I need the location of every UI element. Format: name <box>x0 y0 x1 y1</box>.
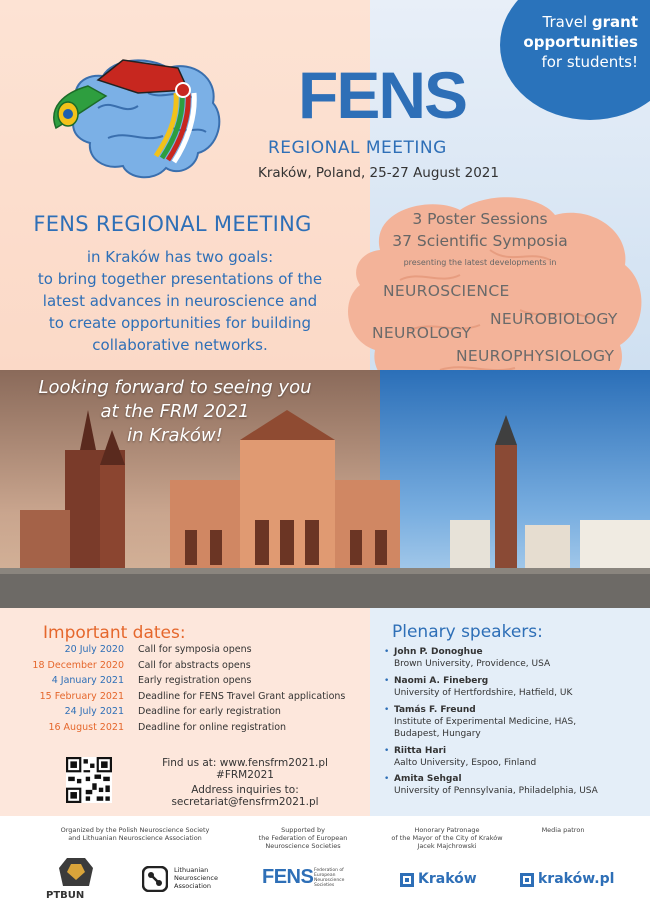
hashtag: #FRM2021 <box>216 769 274 781</box>
fens-footer-logo: FENS Federation of European Neuroscience Societies <box>262 866 345 888</box>
bullet-icon: • <box>384 746 390 756</box>
date-event: Deadline for FENS Travel Grant applications <box>138 690 346 702</box>
lna-logo: Lithuanian Neuroscience Association <box>142 864 242 900</box>
address-label: Address inquiries to: <box>191 784 299 796</box>
speaker-name: John P. Donoghue <box>394 647 483 657</box>
goals-text: in Kraków has two goals: to bring together presentations of the latest advances in neuroscience and to create opportunities for building collaborative networks. <box>37 248 323 354</box>
email-link[interactable]: secretariat@fensfrm2021.pl <box>171 796 319 808</box>
speaker-name: Riitta Hari <box>394 746 447 756</box>
topic-neurology: NEUROLOGY <box>372 324 472 342</box>
date-value: 4 January 2021 <box>51 675 124 686</box>
bullet-icon: • <box>384 774 390 784</box>
date-value: 18 December 2020 <box>32 659 124 671</box>
speaker-affiliation: Brown University, Providence, USA <box>394 659 551 669</box>
presenting-caption: presenting the latest developments in <box>403 258 557 267</box>
date-value: 20 July 2020 <box>64 644 124 655</box>
krakow-pl-emblem-icon <box>520 873 534 887</box>
speaker-item <box>384 745 634 775</box>
date-value: 16 August 2021 <box>48 721 124 733</box>
speaker-affiliation-2: Budapest, Hungary <box>394 729 481 739</box>
regional-meeting-subtitle: REGIONAL MEETING <box>268 138 447 158</box>
topic-neuroscience: NEUROSCIENCE <box>383 282 510 300</box>
speaker-item <box>384 646 634 676</box>
date-row <box>0 722 370 736</box>
ptbun-emblem-icon <box>59 858 93 888</box>
speaker-name: Amita Sehgal <box>394 774 462 784</box>
bullet-icon: • <box>384 676 390 686</box>
date-row <box>0 644 370 658</box>
speaker-item <box>384 704 634 739</box>
krakow-emblem-icon <box>400 873 414 887</box>
speaker-name: Naomi A. Fineberg <box>394 676 489 686</box>
location-dates: Kraków, Poland, 25-27 August 2021 <box>258 165 499 181</box>
date-event: Deadline for early registration <box>138 706 281 717</box>
lna-emblem-icon <box>142 866 168 892</box>
speaker-affiliation: University of Hertfordshire, Hatfield, UK <box>394 688 573 698</box>
date-row <box>0 675 370 689</box>
program-counts: 3 Poster Sessions 37 Scientific Symposia <box>392 210 568 250</box>
website-link[interactable]: Find us at: www.fensfrm2021.pl <box>162 757 328 769</box>
krakow-pl-logo: kraków.pl <box>520 870 630 892</box>
speaker-name: Tamás F. Freund <box>394 705 476 715</box>
date-value: 24 July 2021 <box>64 706 124 717</box>
speaker-affiliation: Aalto University, Espoo, Finland <box>394 758 537 768</box>
organized-by-text: Organized by the Polish Neuroscience Society and Lithuanian Neuroscience Association <box>60 826 210 842</box>
date-row <box>0 660 370 674</box>
speaker-item <box>384 773 634 803</box>
speaker-item <box>384 675 634 705</box>
contact-info <box>140 757 350 808</box>
bullet-icon: • <box>384 647 390 657</box>
qr-code <box>66 757 112 803</box>
date-value: 15 February 2021 <box>39 690 124 702</box>
speaker-affiliation: University of Pennsylvania, Philadelphia, USA <box>394 786 598 796</box>
honorary-patronage-text: Honorary Patronage of the Mayor of the City of Kraków Jacek Majchrowski <box>391 826 503 850</box>
date-event: Call for symposia opens <box>138 644 252 655</box>
meeting-logo <box>28 38 228 188</box>
travel-grant-text: Travel grant opportunities for students! <box>523 13 638 71</box>
date-row <box>0 706 370 720</box>
date-event: Early registration opens <box>138 675 252 686</box>
bullet-icon: • <box>384 705 390 715</box>
topic-neurobiology: NEUROBIOLOGY <box>490 310 618 328</box>
date-event: Call for abstracts opens <box>138 659 251 671</box>
photo-caption: Looking forward to seeing you at the FRM 2021 in Kraków! <box>38 377 312 446</box>
supported-by-text: Supported by the Federation of European Neuroscience Societies <box>258 826 348 850</box>
important-dates-title: Important dates: <box>43 623 186 643</box>
date-event: Deadline for online registration <box>138 721 287 733</box>
media-patron-text: Media patron <box>541 826 585 834</box>
topic-neurophysiology: NEUROPHYSIOLOGY <box>456 347 615 365</box>
krakow-logo: Kraków <box>400 870 490 892</box>
plenary-speakers-title: Plenary speakers: <box>392 622 543 642</box>
ptbun-logo: PTBUN <box>46 858 106 906</box>
goals-title: FENS REGIONAL MEETING <box>33 212 312 236</box>
date-row <box>0 691 370 705</box>
fens-title: FENS <box>298 58 467 132</box>
speaker-affiliation: Institute of Experimental Medicine, HAS, <box>394 717 577 727</box>
